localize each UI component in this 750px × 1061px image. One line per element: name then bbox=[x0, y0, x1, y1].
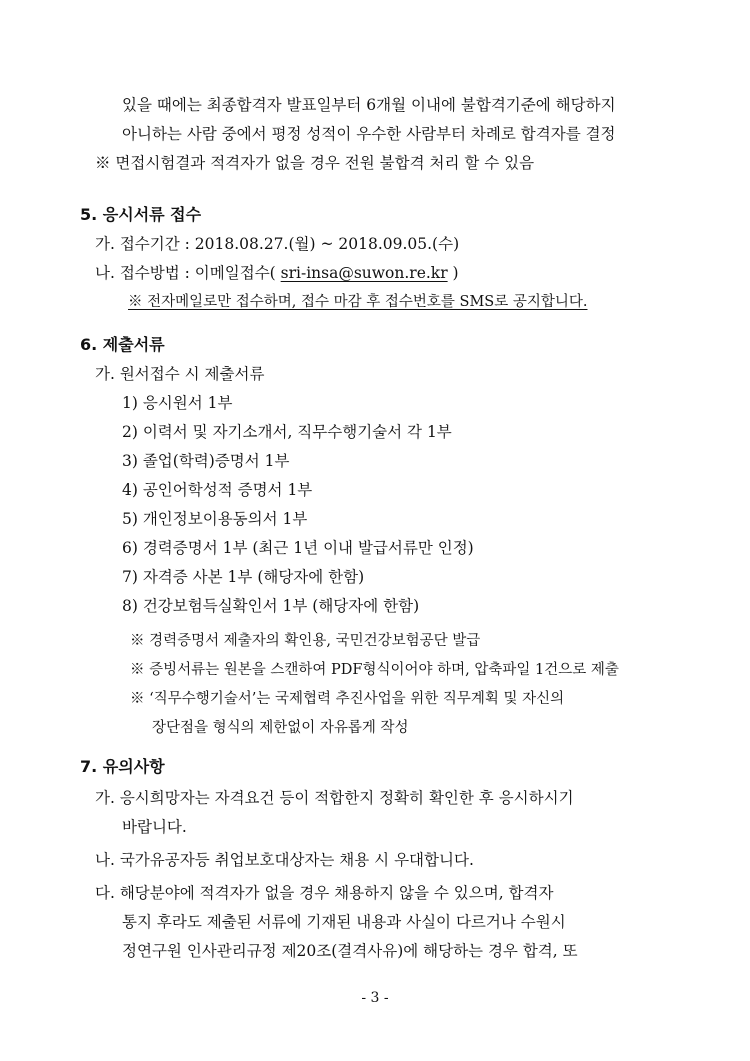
note-line: ※ ‘직무수행기술서’는 국제협력 추진사업을 위한 직무계획 및 자신의 bbox=[130, 691, 565, 707]
paragraph-line: 정연구원 인사관리규정 제20조(결격사유)에 해당하는 경우 합격, 또 bbox=[122, 942, 578, 960]
list-item: 8) 건강보험득실확인서 1부 (해당자에 한함) bbox=[122, 597, 420, 615]
reception-period: 가. 접수기간 : 2018.08.27.(월) ~ 2018.09.05.(수) bbox=[95, 235, 460, 253]
list-item: 4) 공인어학성적 증명서 1부 bbox=[122, 481, 313, 499]
reception-method-label: 나. 접수방법 : 이메일접수( bbox=[95, 264, 276, 282]
paragraph-line: 통지 후라도 제출된 서류에 기재된 내용과 사실이 다르거나 수원시 bbox=[122, 913, 566, 931]
note-line: ※ 면접시험결과 적격자가 없을 경우 전원 불합격 처리 할 수 있음 bbox=[95, 154, 535, 172]
paragraph-line: 있을 때에는 최종합격자 발표일부터 6개월 이내에 불합격기준에 해당하지 bbox=[122, 96, 616, 114]
reception-note: ※ 전자메일로만 접수하며, 접수 마감 후 접수번호를 SMS로 공지합니다. bbox=[128, 294, 588, 310]
paragraph-line: 아니하는 사람 중에서 평정 성적이 우수한 사람부터 차례로 합격자를 결정 bbox=[122, 125, 616, 143]
list-item: 2) 이력서 및 자기소개서, 직무수행기술서 각 1부 bbox=[122, 423, 452, 441]
list-item: 6) 경력증명서 1부 (최근 1년 이내 발급서류만 인정) bbox=[122, 539, 474, 557]
reception-method bbox=[95, 263, 459, 283]
documents-subheading: 가. 원서접수 시 제출서류 bbox=[95, 365, 265, 383]
note-line: ※ 증빙서류는 원본을 스캔하여 PDF형식이어야 하며, 압축파일 1건으로 제출 bbox=[130, 662, 619, 678]
list-item: 5) 개인정보이용동의서 1부 bbox=[122, 510, 308, 528]
list-item: 3) 졸업(학력)증명서 1부 bbox=[122, 452, 290, 470]
email-link[interactable]: sri-insa@suwon.re.kr bbox=[280, 264, 448, 282]
list-item: 7) 자격증 사본 1부 (해당자에 한함) bbox=[122, 568, 365, 586]
paragraph-line: 바랍니다. bbox=[122, 818, 187, 836]
section-6-title: 6. 제출서류 bbox=[80, 335, 165, 354]
section-7-title: 7. 유의사항 bbox=[80, 757, 165, 776]
section-5-title: 5. 응시서류 접수 bbox=[80, 205, 202, 224]
reception-method-close: ) bbox=[452, 264, 459, 282]
paragraph-line: 다. 해당분야에 적격자가 없을 경우 채용하지 않을 수 있으며, 합격자 bbox=[95, 884, 554, 902]
paragraph-line: 나. 국가유공자등 취업보호대상자는 채용 시 우대합니다. bbox=[95, 851, 474, 869]
note-line: ※ 경력증명서 제출자의 확인용, 국민건강보험공단 발급 bbox=[130, 633, 481, 649]
page-number: - 3 - bbox=[361, 990, 389, 1006]
paragraph-line: 가. 응시희망자는 자격요건 등이 적합한지 정확히 확인한 후 응시하시기 bbox=[95, 789, 574, 807]
list-item: 1) 응시원서 1부 bbox=[122, 394, 233, 412]
note-line: 장단점을 형식의 제한없이 자유롭게 작성 bbox=[152, 720, 409, 736]
